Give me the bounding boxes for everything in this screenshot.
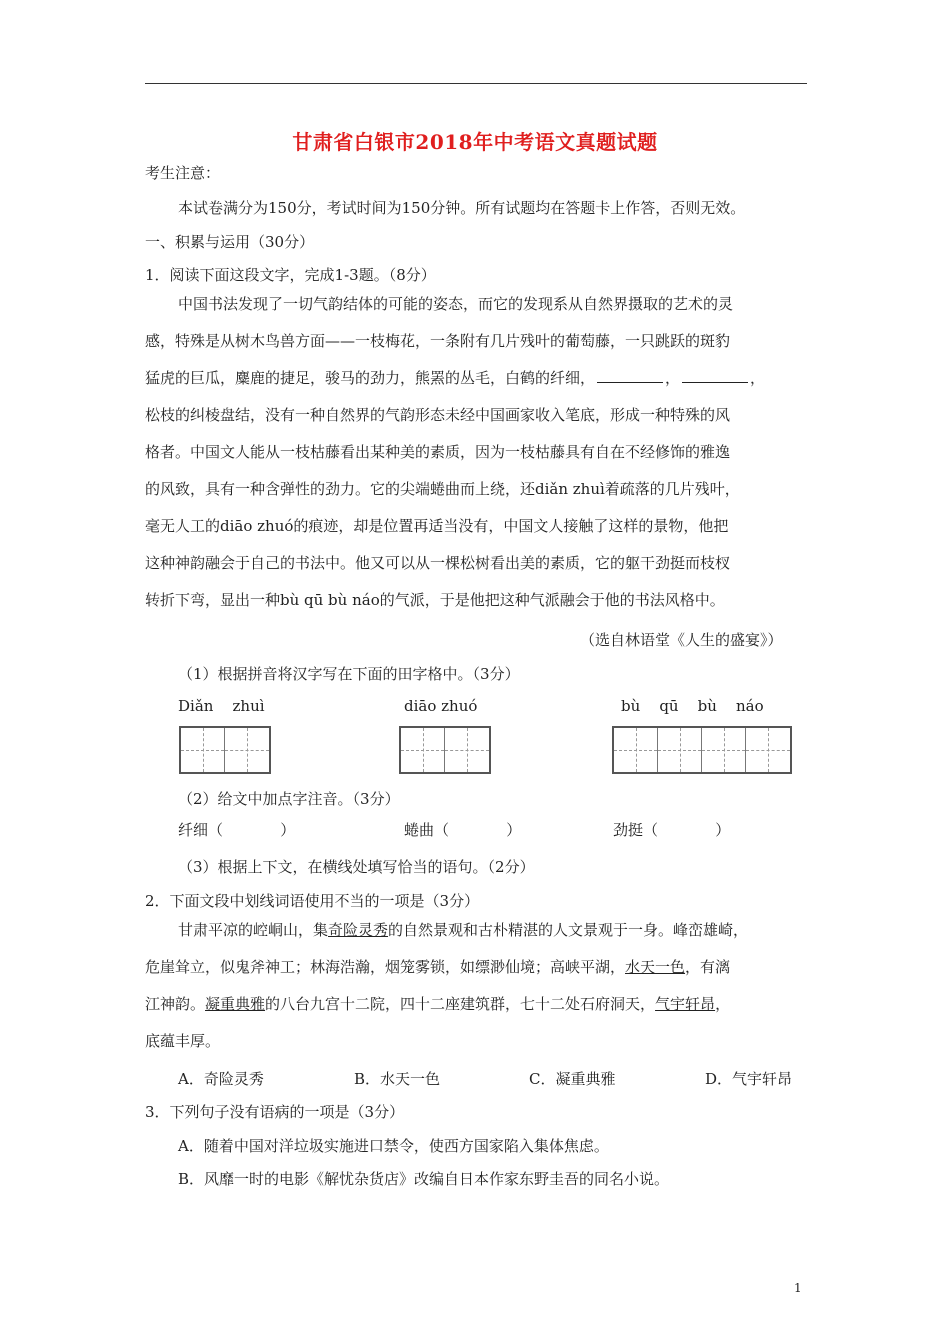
question-3-stem: 3．下列句子没有语病的一项是（3分） xyxy=(145,1103,405,1121)
option-d: D．气宇轩昂 xyxy=(705,1070,793,1088)
passage-line: 毫无人工的diāo zhuó的痕迹，却是位置再适当没有，中国文人接触了这样的景物，他把 xyxy=(145,517,729,535)
grid-cell[interactable] xyxy=(445,728,489,772)
annotation-item: 蜷曲（ ） xyxy=(404,821,522,839)
subquestion-2: （2）给文中加点字注音。（3分） xyxy=(178,790,400,808)
passage-text: 江神韵。 xyxy=(145,995,206,1013)
passage-comma: ， xyxy=(665,369,681,387)
grid-cell[interactable] xyxy=(614,728,658,772)
passage-line: 中国书法发现了一切气韵结体的可能的姿态，而它的发现系从自然界摄取的艺术的灵 xyxy=(178,295,734,313)
subquestion-1: （1）根据拼音将汉字写在下面的田字格中。（3分） xyxy=(178,665,520,683)
grid-cell[interactable] xyxy=(225,728,269,772)
passage-text: 的自然景观和古朴精湛的人文景观于一身。峰峦雄崎， xyxy=(388,921,749,939)
fill-blank xyxy=(597,368,663,383)
passage-line xyxy=(145,360,810,397)
passage-text: ，有漓 xyxy=(685,958,731,976)
passage-line: 转折下弯，显出一种bù qū bù náo的气派，于是他把这种气派融会于他的书法风格中。 xyxy=(145,591,725,609)
notice-text: 本试卷满分为150分，考试时间为150分钟。所有试题均在答题卡上作答，否则无效。 xyxy=(178,199,746,217)
option-a: A．随着中国对洋垃圾实施进口禁令，使西方国家陷入集体焦虑。 xyxy=(178,1137,609,1155)
grid-cell[interactable] xyxy=(658,728,702,772)
option-a: A．奇险灵秀 xyxy=(178,1070,264,1088)
passage-text: 的八台九宫十二院，四十二座建筑群，七十二处石府洞天， xyxy=(265,995,656,1013)
question-2-passage xyxy=(145,912,810,1060)
subquestion-3: （3）根据上下文，在横线处填写恰当的语句。（2分） xyxy=(178,858,535,876)
passage-line xyxy=(145,949,810,986)
tianzi-grid[interactable] xyxy=(612,726,792,774)
passage-text: ， xyxy=(715,995,731,1013)
tianzi-grid[interactable] xyxy=(179,726,271,774)
reading-passage xyxy=(145,286,810,619)
passage-text: 甘肃平凉的崆峒山，集 xyxy=(178,921,329,939)
underlined-phrase: 气宇轩昂 xyxy=(655,995,716,1013)
question-2-stem: 2．下面文段中划线词语使用不当的一项是（3分） xyxy=(145,892,480,910)
passage-line: 松枝的纠棱盘结，没有一种自然界的气韵形态未经中国画家收入笔底，形成一种特殊的风 xyxy=(145,406,731,424)
annotation-item: 纤细（ ） xyxy=(178,821,296,839)
option-b: B．风靡一时的电影《解忧杂货店》改编自日本作家东野圭吾的同名小说。 xyxy=(178,1170,670,1188)
option-c: C．凝重典雅 xyxy=(529,1070,616,1088)
passage-source: （选自林语堂《人生的盛宴》） xyxy=(580,631,783,649)
passage-text: 危崖耸立，似鬼斧神工；林海浩瀚，烟笼雾锁，如缥渺仙境；高峡平湖， xyxy=(145,958,626,976)
pinyin-label: Diǎn zhuì xyxy=(178,697,265,715)
underlined-phrase: 奇险灵秀 xyxy=(328,921,389,939)
question-1-stem: 1．阅读下面这段文字，完成1-3题。（8分） xyxy=(145,266,436,284)
section-heading: 一、积累与运用（30分） xyxy=(145,233,315,251)
passage-line: 的风致，具有一种含弹性的劲力。它的尖端蜷曲而上绕，还diǎn zhuì着疏落的几片残叶， xyxy=(145,480,740,498)
passage-line: 这种神韵融会于自己的书法中。他又可以从一棵松树看出美的素质，它的躯干劲挺而枝杈 xyxy=(145,554,731,572)
grid-cell[interactable] xyxy=(702,728,746,772)
passage-line: 底蕴丰厚。 xyxy=(145,1032,221,1050)
tianzi-grid[interactable] xyxy=(399,726,491,774)
underlined-phrase: 凝重典雅 xyxy=(205,995,266,1013)
passage-text: 猛虎的巨瓜，麋鹿的捷足，骏马的劲力，熊罴的丛毛，白鹤的纤细， xyxy=(145,369,596,387)
header-rule xyxy=(145,83,807,84)
passage-line: 感，特殊是从树木鸟兽方面——一枝梅花，一条附有几片残叶的葡萄藤，一只跳跃的斑豹 xyxy=(145,332,731,350)
notice-label: 考生注意： xyxy=(145,164,221,182)
annotation-item: 劲挺（ ） xyxy=(613,821,731,839)
pinyin-label: bù qū bù náo xyxy=(621,697,764,715)
underlined-phrase: 水天一色 xyxy=(625,958,686,976)
pinyin-label: diāo zhuó xyxy=(404,697,478,715)
grid-cell[interactable] xyxy=(181,728,225,772)
option-b: B．水天一色 xyxy=(354,1070,441,1088)
passage-comma: ， xyxy=(750,369,766,387)
fill-blank xyxy=(682,368,748,383)
grid-cell[interactable] xyxy=(401,728,445,772)
page-number: 1 xyxy=(794,1281,802,1295)
passage-line xyxy=(145,986,810,1023)
passage-line: 格者。中国文人能从一枝枯藤看出某种美的素质，因为一枝枯藤具有自在不经修饰的雅逸 xyxy=(145,443,731,461)
grid-cell[interactable] xyxy=(746,728,790,772)
page-title: 甘肃省白银市2018年中考语文真题试题 xyxy=(292,130,658,154)
passage-line xyxy=(145,912,810,949)
